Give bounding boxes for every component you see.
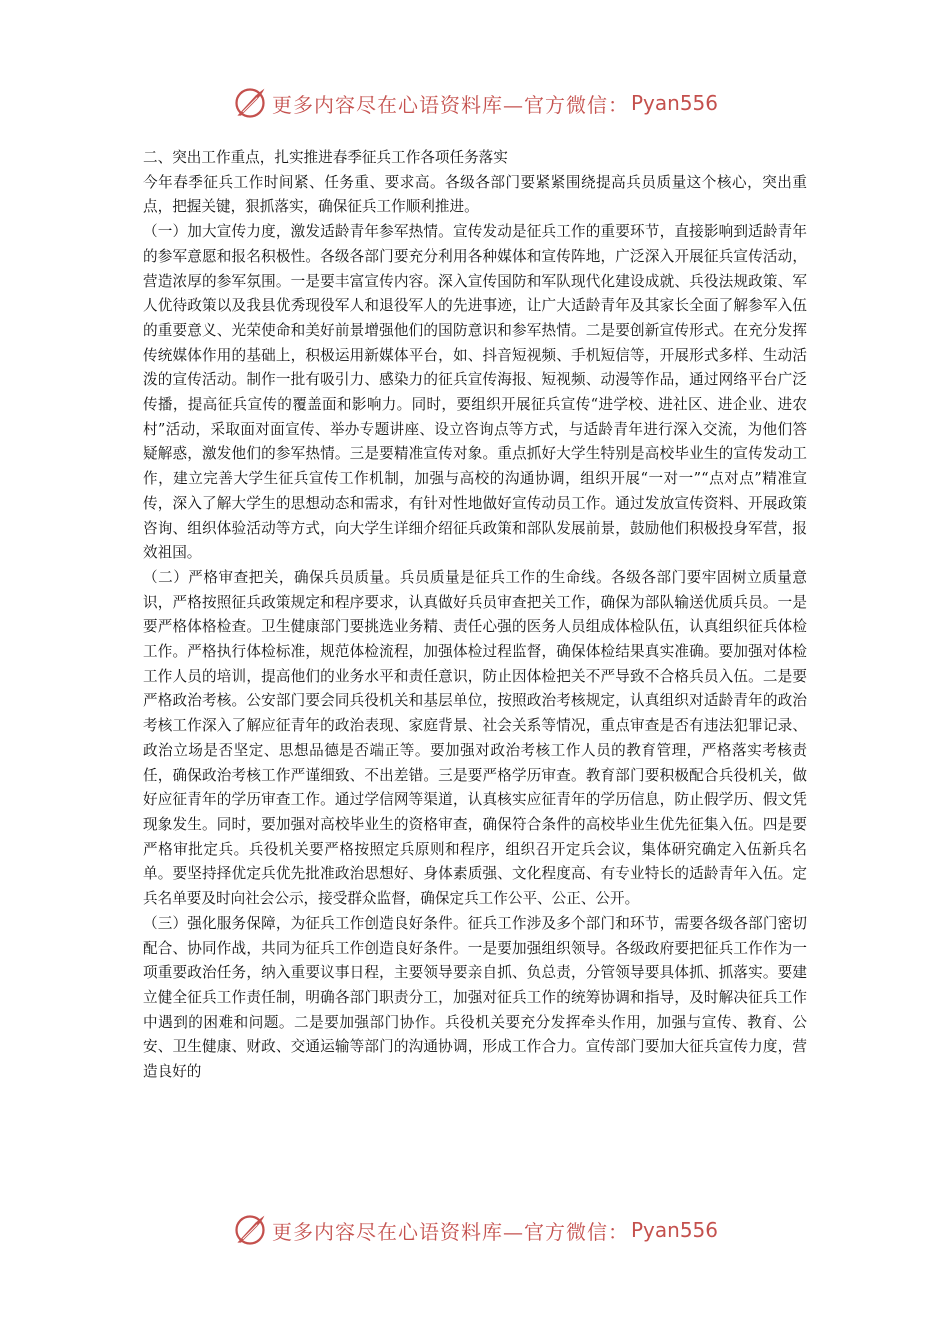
pen-quill-icon	[232, 85, 268, 121]
document-body	[143, 146, 807, 1085]
banner-text: 更多内容尽在心语资料库—官方微信：	[271, 92, 629, 117]
pen-quill-icon	[232, 1212, 268, 1248]
wechat-id: Pyan556	[630, 1218, 718, 1242]
paragraph-publicity: （一）加大宣传力度，激发适龄青年参军热情。宣传发动是征兵工作的重要环节，直接影响到适龄青年的参军意愿和报名积极性。各级各部门要充分利用各种媒体和宣传阵地，广泛深入开展征兵宣传活动，营造浓厚的参军氛围。一是要丰富宣传内容。深入宣传国防和军队现代化建设成就、兵役法规政策、军人优待政策以及我县优秀现役军人和退役军人的先进事迹，让广大适龄青年及其家长全面了解参军入伍的重要意义、光荣使命和美好前景增强他们的国防意识和参军热情。二是要创新宣传形式。在充分发挥传统媒体作用的基础上，积极运用新媒体平台，如、抖音短视频、手机短信等，开展形式多样、生动活泼的宣传活动。制作一批有吸引力、感染力的征兵宣传海报、短视频、动漫等作品，通过网络平台广泛传播，提高征兵宣传的覆盖面和影响力。同时，要组织开展征兵宣传“进学校、进社区、进企业、进农村”活动，采取面对面宣传、举办专题讲座、设立咨询点等方式，与适龄青年进行深入交流，为他们答疑解惑，激发他们的参军热情。三是要精准宣传对象。重点抓好大学生特别是高校毕业生的宣传发动工作，建立完善大学生征兵宣传工作机制，加强与高校的沟通协调，组织开展“一对一”“点对点”精准宣传，深入了解大学生的思想动态和需求，有针对性地做好宣传动员工作。通过发放宣传资料、开展政策咨询、组织体验活动等方式，向大学生详细介绍征兵政策和部队发展前景，鼓励他们积极投身军营，报效祖国。	[143, 223, 807, 562]
footer-watermark-banner	[0, 1210, 950, 1250]
intro-paragraph: 今年春季征兵工作时间紧、任务重、要求高。各级各部门要紧紧围绕提高兵员质量这个核心，突出重点，把握关键，狠抓落实，确保征兵工作顺利推进。	[143, 173, 807, 216]
section-heading: 二、突出工作重点，扎实推进春季征兵工作各项任务落实	[143, 149, 508, 166]
paragraph-service: （三）强化服务保障，为征兵工作创造良好条件。征兵工作涉及多个部门和环节，需要各级各部门密切配合、协同作战，共同为征兵工作创造良好条件。一是要加强组织领导。各级政府要把征兵工作作为一项重要政治任务，纳入重要议事日程，主要领导要亲自抓、负总责，分管领导要具体抓、抓落实。要建立健全征兵工作责任制，明确各部门职责分工，加强对征兵工作的统筹协调和指导，及时解决征兵工作中遇到的困难和问题。二是要加强部门协作。兵役机关要充分发挥牵头作用，加强与宣传、教育、公安、卫生健康、财政、交通运输等部门的沟通协调，形成工作合力。宣传部门要加大征兵宣传力度，营造良好的	[143, 914, 807, 1081]
paragraph-review: （二）严格审查把关，确保兵员质量。兵员质量是征兵工作的生命线。各级各部门要牢固树立质量意识，严格按照征兵政策规定和程序要求，认真做好兵员审查把关工作，确保为部队输送优质兵员。一是要严格体格检查。卫生健康部门要挑选业务精、责任心强的医务人员组成体检队伍，认真组织征兵体检工作。严格执行体检标准，规范体检流程，加强体检过程监督，确保体检结果真实准确。要加强对体检工作人员的培训，提高他们的业务水平和责任意识，防止因体检把关不严导致不合格兵员入伍。二是要严格政治考核。公安部门要会同兵役机关和基层单位，按照政治考核规定，认真组织对适龄青年的政治考核工作深入了解应征青年的政治表现、家庭背景、社会关系等情况，重点审查是否有违法犯罪记录、政治立场是否坚定、思想品德是否端正等。要加强对政治考核工作人员的教育管理，严格落实考核责任，确保政治考核工作严谨细致、不出差错。三是要严格学历审查。教育部门要积极配合兵役机关，做好应征青年的学历审查工作。通过学信网等渠道，认真核实应征青年的学历信息，防止假学历、假文凭现象发生。同时，要加强对高校毕业生的资格审查，确保符合条件的高校毕业生优先征集入伍。四是要严格审批定兵。兵役机关要严格按照定兵原则和程序，组织召开定兵会议，集体研究确定入伍新兵名单。要坚持择优定兵优先批准政治思想好、身体素质强、文化程度高、有专业特长的适龄青年入伍。定兵名单要及时向社会公示，接受群众监督，确保定兵工作公平、公正、公开。	[143, 568, 807, 908]
banner-text: 更多内容尽在心语资料库—官方微信：	[271, 1219, 629, 1244]
wechat-id: Pyan556	[630, 91, 718, 115]
header-watermark-banner	[0, 83, 950, 123]
